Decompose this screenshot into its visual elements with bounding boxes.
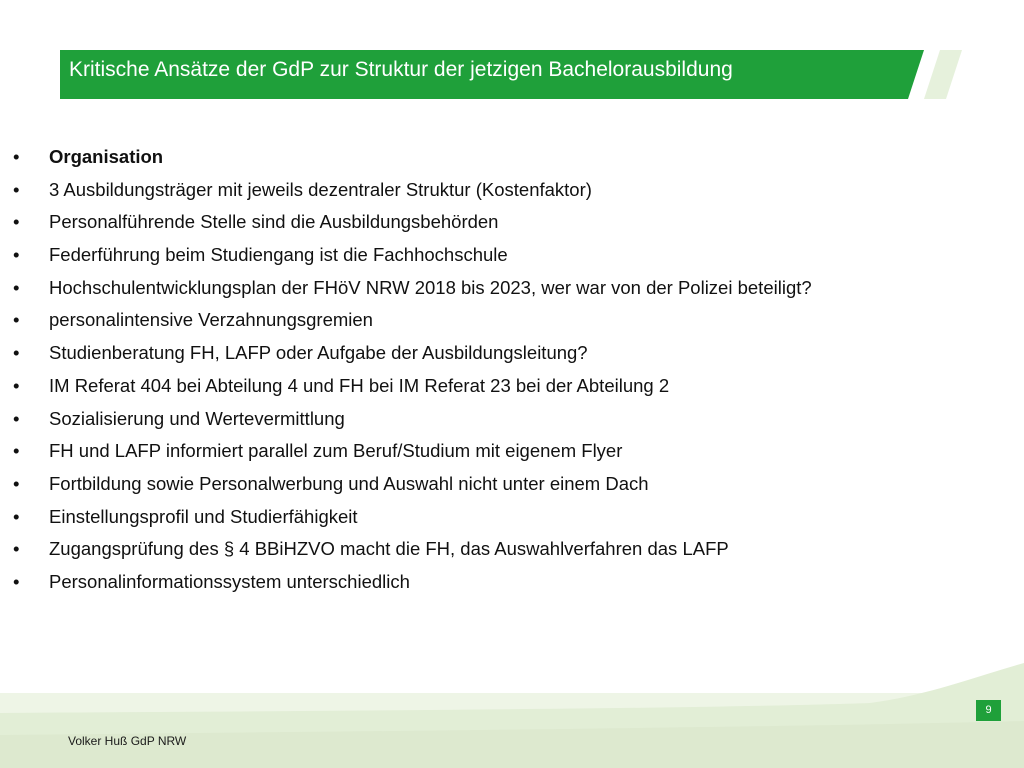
- bullet-item: [13, 436, 1003, 469]
- bullet-text: personalintensive Verzahnungsgremien: [49, 309, 373, 331]
- bullet-item: [13, 207, 1003, 240]
- bullet-dot-icon: •: [13, 440, 20, 462]
- bullet-text: Organisation: [49, 146, 164, 167]
- bullet-text: Fortbildung sowie Personalwerbung und Auswahl nicht unter einem Dach: [49, 472, 649, 494]
- bullet-dot-icon: •: [13, 505, 20, 527]
- bullet-item: [13, 273, 1003, 306]
- bullet-text: Personalführende Stelle sind die Ausbildungsbehörden: [49, 211, 499, 233]
- bullet-text: 3 Ausbildungsträger mit jeweils dezentraler Struktur (Kostenfaktor): [49, 178, 592, 200]
- bullet-item: [13, 371, 1003, 404]
- bullet-text: Sozialisierung und Wertevermittlung: [49, 407, 345, 429]
- bullet-dot-icon: •: [13, 276, 20, 298]
- bullet-dot-icon: •: [13, 211, 20, 233]
- bullet-dot-icon: •: [13, 374, 20, 396]
- bullet-dot-icon: •: [13, 570, 20, 592]
- bullet-dot-icon: •: [13, 538, 20, 560]
- bullet-text: Federführung beim Studiengang ist die Fachhochschule: [49, 244, 508, 266]
- slide-title: Kritische Ansätze der GdP zur Struktur der jetzigen Bachelorausbildung: [69, 58, 733, 81]
- bullet-item: [13, 305, 1003, 338]
- bullet-dot-icon: •: [13, 407, 20, 429]
- bullet-list: [13, 142, 1003, 600]
- page-number: 9: [976, 700, 1001, 721]
- bullet-item: [13, 240, 1003, 273]
- bullet-dot-icon: •: [13, 244, 20, 266]
- bullet-item: [13, 175, 1003, 208]
- bullet-text: Zugangsprüfung des § 4 BBiHZVO macht die FH, das Auswahlverfahren das LAFP: [49, 538, 729, 560]
- bullet-dot-icon: •: [13, 178, 20, 200]
- bullet-dot-icon: •: [13, 342, 20, 364]
- bullet-item: [13, 338, 1003, 371]
- bullet-item: [13, 567, 1003, 600]
- bullet-item: [13, 534, 1003, 567]
- footer-decoration: [0, 655, 1024, 768]
- title-banner: [60, 50, 924, 99]
- bullet-text: Personalinformationssystem unterschiedlich: [49, 570, 410, 592]
- bullet-item: [13, 502, 1003, 535]
- bullet-dot-icon: •: [13, 146, 20, 167]
- bullet-text: Einstellungsprofil und Studierfähigkeit: [49, 505, 358, 527]
- bullet-dot-icon: •: [13, 309, 20, 331]
- bullet-text: IM Referat 404 bei Abteilung 4 und FH bei IM Referat 23 bei der Abteilung 2: [49, 374, 670, 396]
- bullet-item: [13, 404, 1003, 437]
- bullet-dot-icon: •: [13, 472, 20, 494]
- bullet-item: [13, 142, 1003, 175]
- bullet-item: [13, 469, 1003, 502]
- bullet-text: Hochschulentwicklungsplan der FHöV NRW 2018 bis 2023, wer war von der Polizei beteiligt?: [49, 276, 812, 298]
- footer-author: Volker Huß GdP NRW: [68, 734, 187, 748]
- bullet-text: FH und LAFP informiert parallel zum Beruf/Studium mit eigenem Flyer: [49, 440, 623, 462]
- bullet-text: Studienberatung FH, LAFP oder Aufgabe der Ausbildungsleitung?: [49, 342, 588, 364]
